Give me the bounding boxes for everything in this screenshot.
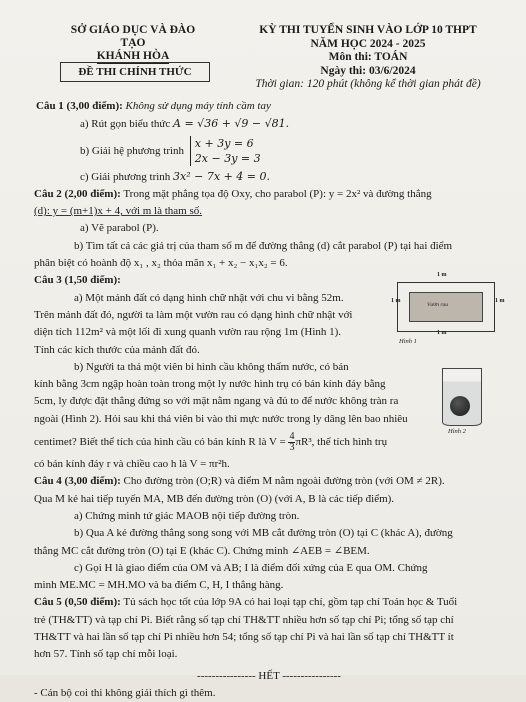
figure-2-cylinder <box>434 368 494 440</box>
official-exam-box: ĐỀ THI CHÍNH THỨC <box>60 62 210 82</box>
exam-date: Ngày thi: 03/6/2024 <box>320 64 416 77</box>
header-right <box>228 24 508 92</box>
q3-b1: b) Người ta thả một viên bi hình cầu không thấm nước, có bán <box>74 360 349 373</box>
q1-note: Không sử dụng máy tính cầm tay <box>125 100 271 112</box>
volume-fraction: $\frac{4}{3}$ <box>289 431 295 454</box>
q4-b2: thẳng MC cắt đường tròn (O) tại E (khác C). Chứng minh ∠AEB = ∠BEM. <box>34 544 370 557</box>
q4-l2: Qua M kẻ hai tiếp tuyến MA, MB đến đường tròn (O) (với A, B là các tiếp điểm). <box>34 492 395 505</box>
figure-1-garden <box>391 270 511 350</box>
q3-a3: diện tích 112m² và một lối đi xung quanh vườn rau rộng 1m (Hình 1). <box>34 326 342 339</box>
q3-b4: ngoài (Hình 2). Hỏi sau khi thả viên bi vào thì mực nước trong ly dâng lên bao nhiêu <box>34 412 408 425</box>
end-marker: ---------------- HẾT ---------------- <box>197 669 341 682</box>
proctor-note: - Cán bộ coi thi không giải thích gì thêm. <box>34 686 216 699</box>
province-name: KHÁNH HÒA <box>96 50 170 62</box>
fig1-left-label: 1 m <box>391 298 401 304</box>
q1-b: b) Giải hệ phương trình <box>80 144 185 157</box>
q2-b1: b) Tìm tất cả các giá trị của tham số m để đường thẳng (d) cắt parabol (P) tại hai điểm <box>74 239 453 252</box>
q5-l3: TH&TT và hai lần số tạp chí Pi nhiều hơn 54; tổng số tạp chí Pi và hai lần số tạp chí TH&TT ít <box>34 631 454 644</box>
q3-b3: 5cm, ly được đặt thẳng đứng so với mặt nằm ngang và đủ to để nước không tràn ra <box>34 395 399 408</box>
q4-c2: minh ME.MC = MH.MO và ba điểm C, H, I thẳng hàng. <box>34 579 284 592</box>
q3-b5-post: πR³, thể tích hình trụ <box>295 436 388 449</box>
department-name: SỞ GIÁO DỤC VÀ ĐÀO TẠO <box>70 24 196 49</box>
header-left <box>58 24 208 64</box>
q2-title: Câu 2 (2,00 điểm): <box>34 187 121 200</box>
exam-title: KỲ THI TUYỂN SINH VÀO LỚP 10 THPT <box>259 24 477 36</box>
fig1-bottom-label: 1 m <box>437 330 447 336</box>
q5-l1: Tủ sách học tốt của lớp 9A có hai loại tạp chí, gồm tạp chí Toán học & Tuổi <box>123 596 458 609</box>
q5-l4: hơn 57. Tính số tạp chí mỗi loại. <box>34 648 178 661</box>
q1-a-expr: A = √36 + √9 − √81. <box>173 117 290 131</box>
q2-a: a) Vẽ parabol (P). <box>80 222 159 235</box>
marble-ball <box>450 396 470 416</box>
q3-title: Câu 3 (1,50 điểm): <box>34 274 121 287</box>
q2-b2: phân biệt có hoành độ x₁ , x₂ thỏa mãn x₁ + x₂ − x₁x₂ = 6. <box>34 257 288 270</box>
exam-time: Thời gian: 120 phút (không kể thời gian phát đề) <box>255 78 481 90</box>
fig1-right-label: 1 m <box>495 298 505 304</box>
q4-c1: c) Gọi H là giao điểm của OM và AB; I là điểm đối xứng của E qua OM. Chứng <box>74 561 428 574</box>
q1-a: a) Rút gọn biểu thức <box>80 118 171 131</box>
q4-b1: b) Qua A kẻ đường thẳng song song với MB cắt đường tròn (O) tại C (khác A), đường <box>74 527 453 540</box>
q1-c-expr: 3x² − 7x + 4 = 0. <box>173 169 270 183</box>
fig2-caption: Hình 2 <box>448 428 466 435</box>
fig1-veg-label: Vườn rau <box>427 302 449 308</box>
school-year: NĂM HỌC 2024 - 2025 <box>310 37 426 50</box>
q4-a: a) Chứng minh tứ giác MAOB nội tiếp đường tròn. <box>74 509 300 522</box>
q1-title: Câu 1 (3,00 điểm): <box>36 100 123 112</box>
q3-a1: a) Một mảnh đất có dạng hình chữ nhật với chu vi bằng 52m. <box>74 291 344 304</box>
q1-c: c) Giải phương trình <box>80 170 171 183</box>
q1-system: x + 3y = 6 2x − 3y = 3 <box>190 136 261 166</box>
q3-a2: Trên mảnh đất đó, người ta làm một vườn rau có dạng hình chữ nhật với <box>34 308 353 321</box>
q2-line2: (d): y = (m+1)x + 4, với m là tham số. <box>34 205 203 218</box>
q3-b5-pre: centimet? Biết thể tích của hình cầu có bán kính R là V = <box>34 436 286 449</box>
q5-title: Câu 5 (0,50 điểm): <box>34 596 121 609</box>
fig1-top-label: 1 m <box>437 272 447 278</box>
q3-a4: Tính các kích thước của mảnh đất đó. <box>34 343 200 356</box>
q3-b6: có bán kính đáy r và chiều cao h là V = πr²h. <box>34 458 230 471</box>
q3-b2: kính bằng 3cm ngập hoàn toàn trong một ly nước hình trụ có bán kính đáy bằng <box>34 378 386 391</box>
q4-l1: Cho đường tròn (O;R) và điểm M nằm ngoài đường tròn (với OM ≠ 2R). <box>123 475 445 488</box>
subject: Môn thi: TOÁN <box>328 51 408 63</box>
fig1-caption: Hình 1 <box>399 338 417 345</box>
q5-l2: trẻ (TH&TT) và tạp chí Pi. Biết rằng số tạp chí TH&TT nhiều hơn số tạp chí Pi; tổng số tạp chí <box>34 613 454 626</box>
q2-line1: Trong mặt phẳng tọa độ Oxy, cho parabol (P): y = 2x² và đường thẳng <box>123 187 432 200</box>
q4-title: Câu 4 (3,00 điểm): <box>34 475 121 488</box>
